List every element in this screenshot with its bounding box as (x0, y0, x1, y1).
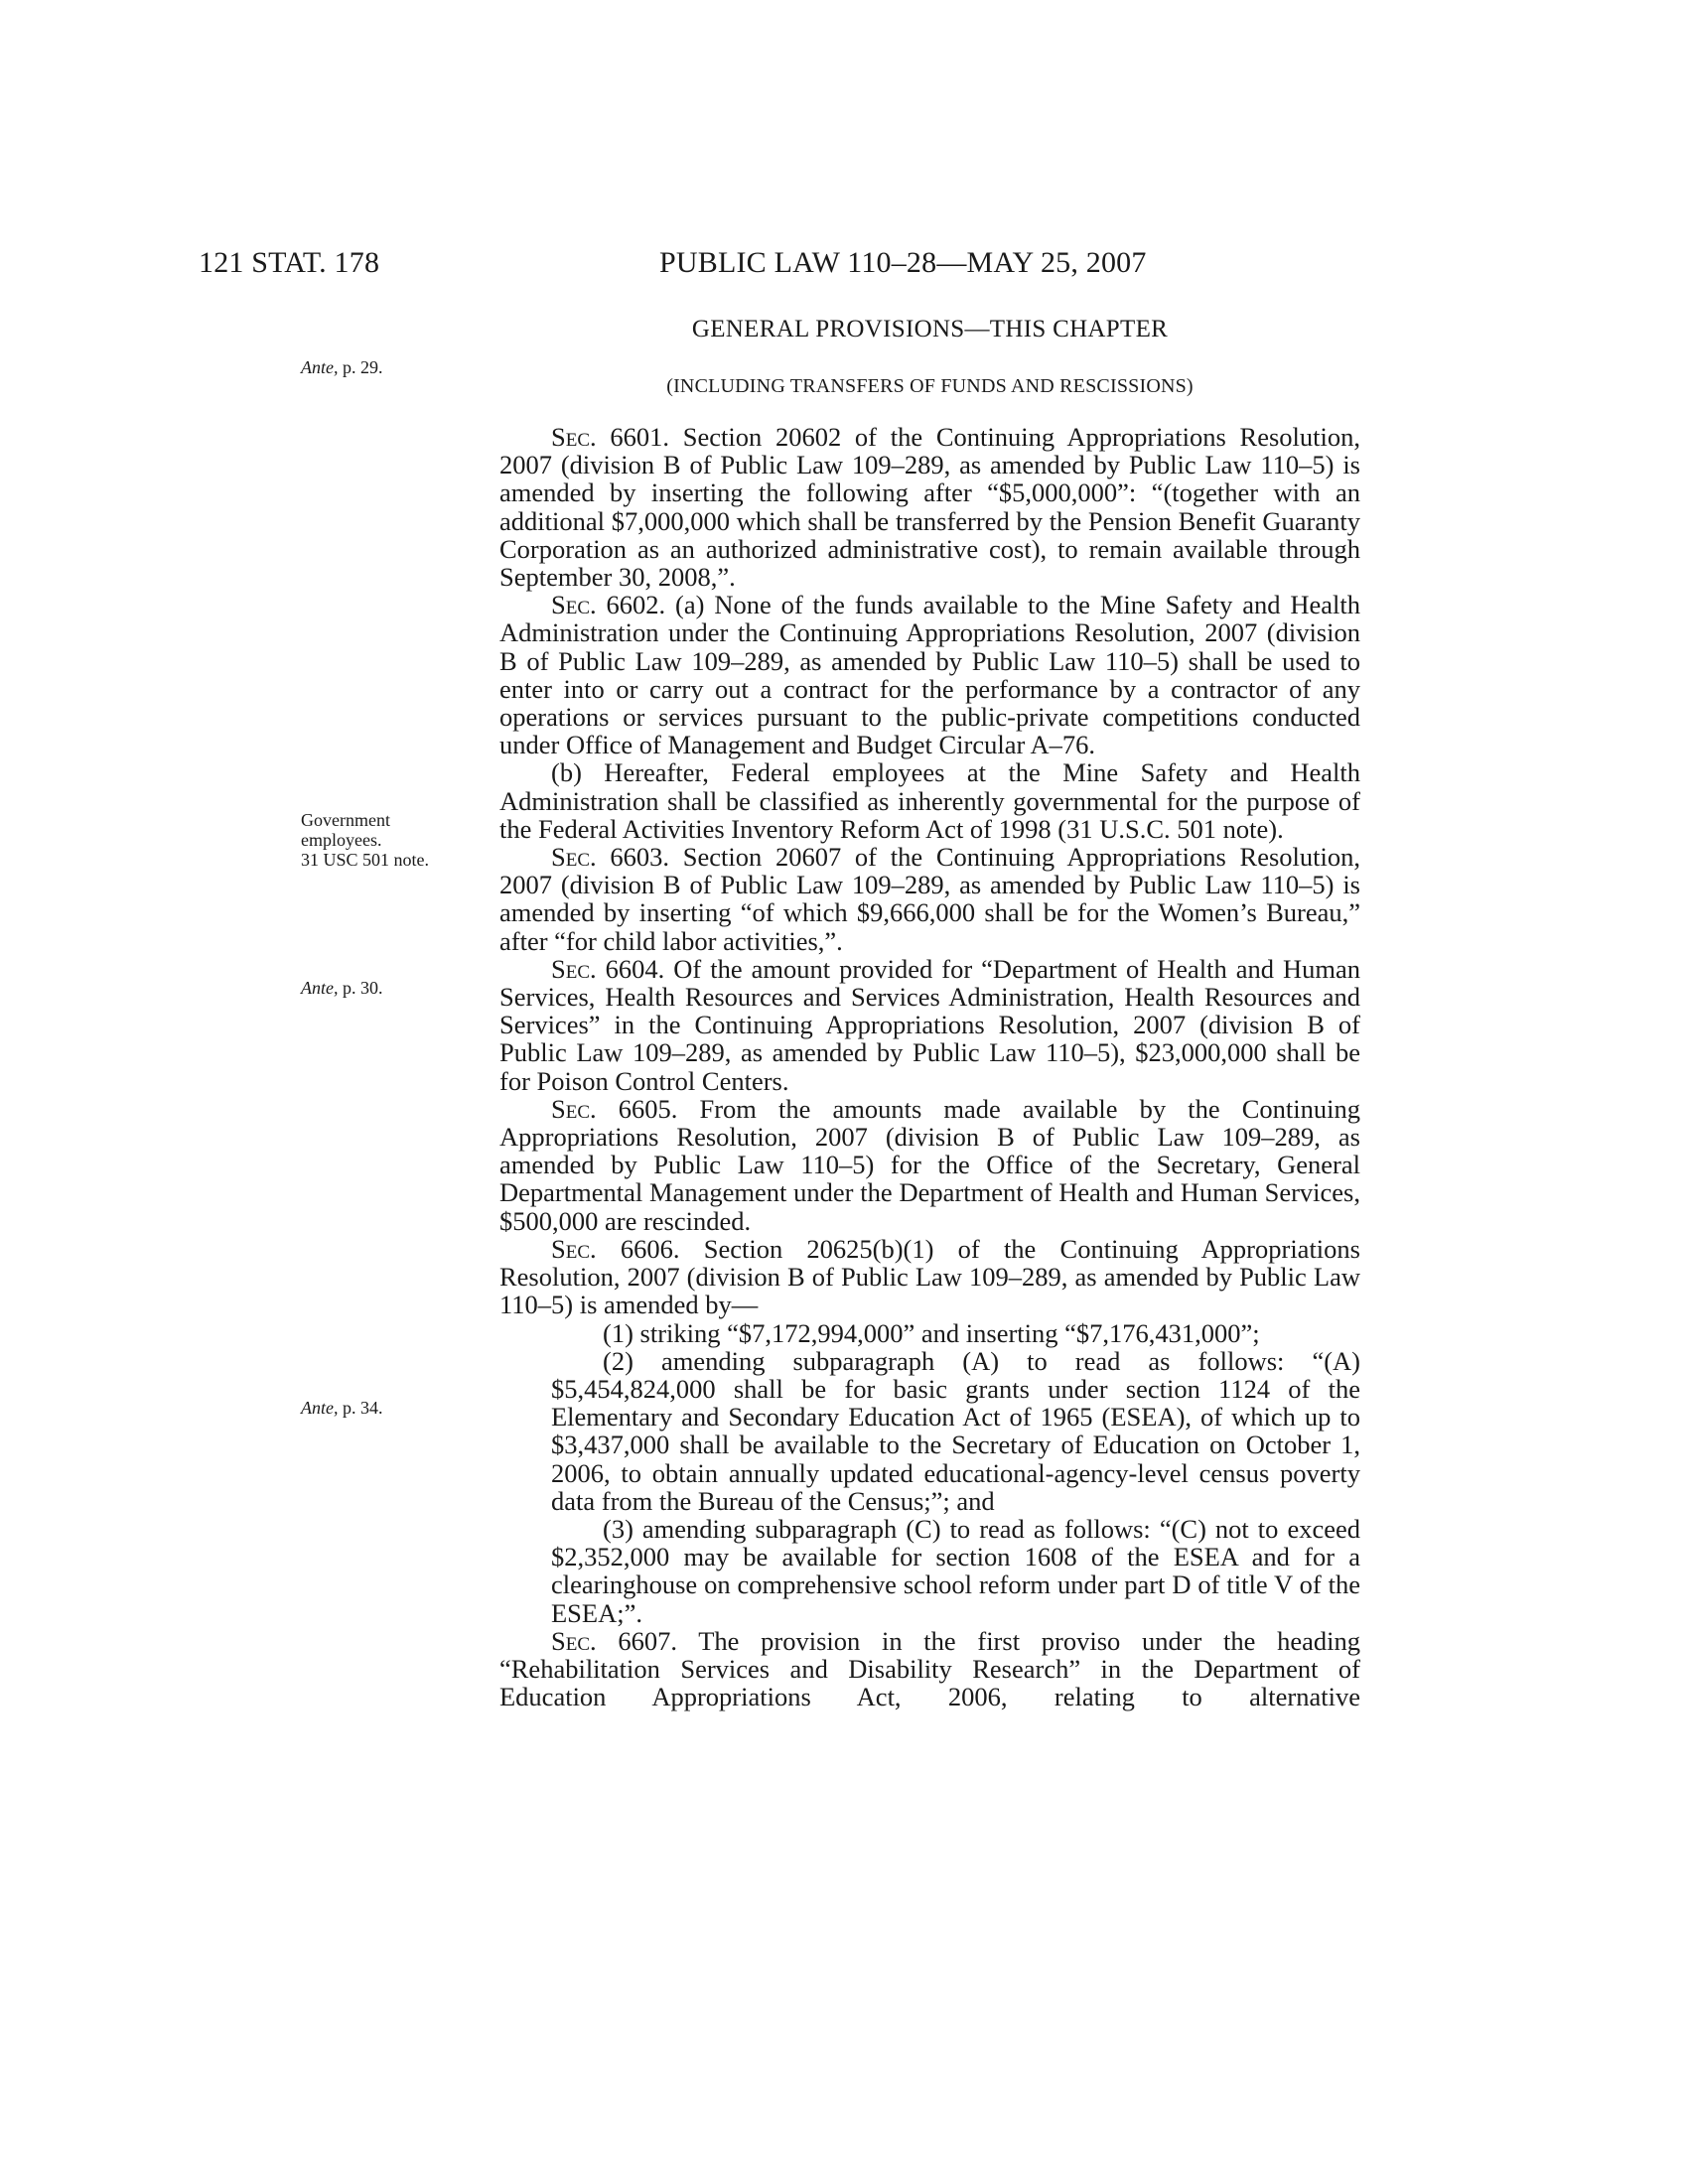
section-subheading: (INCLUDING TRANSFERS OF FUNDS AND RESCISSIONS) (666, 375, 1194, 397)
sec-label: Sec. (551, 1093, 597, 1124)
section-6606 (499, 1235, 1360, 1319)
sec-label: Sec. (551, 842, 597, 873)
section-6603 (499, 843, 1360, 955)
margin-note-ante-p30 (301, 978, 480, 998)
sec-label: Sec. (551, 1625, 597, 1656)
section-6606-item-2: (2) amending subparagraph (A) to read as follows: “(A) $5,454,824,000 shall be for basic grants under section 1124 of the Elementary and Secondary Education Act of 1965 (ESEA), of which up to $3,437,000 shall be available to the Secretary of Education on October 1, 2006, to obtain annually updated educational-agency-level census poverty data from the Bureau of the Census;”; and (551, 1345, 1360, 1516)
margin-note-ante-label: Ante, (301, 357, 339, 377)
section-6601 (499, 423, 1360, 591)
section-text: 6601. Section 20602 of the Continuing Appropriations Resolution, 2007 (division B of Public Law 109–289, as amended by Public Law 110–5) is amended by inserting the following after “$5,000,000”: “(together with an additional $7,000,000 which shall be transferred by the Pension Benefit Guaranty Corporation as an authorized administrative cost), to remain available through September 30, 2008,”. (499, 422, 1360, 593)
margin-note-line: employees. (301, 830, 382, 850)
section-6606-item-3: (3) amending subparagraph (C) to read as follows: “(C) not to exceed $2,352,000 may be available for section 1608 of the ESEA and for a clearinghouse on comprehensive school reform under part D of title V of the ESEA;”. (551, 1513, 1360, 1628)
section-text: 6605. From the amounts made available by the Continuing Appropriations Resolution, 2007 (division B of Public Law 109–289, as amended by Public Law 110–5) for the Office of the Secretary, General Departmental Management under the Department of Health and Human Services, $500,000 are rescinded. (499, 1093, 1360, 1236)
section-text: 6602. (a) None of the funds available to the Mine Safety and Health Administration under the Continuing Appropriations Resolution, 2007 (division B of Public Law 109–289, as amended by Public Law 110–5) shall be used to enter into or carry out a contract for the performance by a contractor of any operations or services pursuant to the public-private competitions conducted under Office of Management and Budget Circular A–76. (499, 590, 1360, 760)
section-6604 (499, 955, 1360, 1095)
margin-note-page: p. 34. (338, 1398, 383, 1418)
margin-note-page: p. 30. (338, 978, 383, 998)
section-6605 (499, 1095, 1360, 1235)
margin-note-line: Government (301, 810, 390, 830)
public-law-title: PUBLIC LAW 110–28—MAY 25, 2007 (659, 246, 1147, 279)
section-text: 6604. Of the amount provided for “Department of Health and Human Services, Health Resources and Services Administration, Health Resources and Services” in the Continuing Appropriations Resolution, 2007 (division B of Public Law 109–289, as amended by Public Law 110–5), $23,000,000 shall be for Poison Control Centers. (499, 953, 1360, 1096)
margin-note-ante-p34 (301, 1398, 480, 1418)
margin-note-page: p. 29. (338, 357, 383, 377)
sec-label: Sec. (551, 422, 597, 452)
document-body (499, 423, 1360, 1710)
section-text: 6603. Section 20607 of the Continuing Appropriations Resolution, 2007 (division B of Public Law 109–289, as amended by Public Law 110–5) is amended by inserting “of which $9,666,000 shall be for the Women’s Bureau,” after “for child labor activities,”. (499, 842, 1360, 956)
margin-note-ante-label: Ante, (301, 1398, 339, 1418)
margin-note-ante-p29 (301, 357, 480, 377)
section-heading: GENERAL PROVISIONS—THIS CHAPTER (691, 316, 1169, 342)
margin-note-ante-label: Ante, (301, 978, 339, 998)
section-text: 6607. The provision in the first proviso under the heading “Rehabilitation Services and Disability Research” in the Department of Education Appropriations Act, 2006, relating to alternative (499, 1625, 1360, 1712)
sec-label: Sec. (551, 953, 597, 984)
section-6602-b: (b) Hereafter, Federal employees at the Mine Safety and Health Administration shall be classified as inherently governmental for the purpose of the Federal Activities Inventory Reform Act of 1998 (31 U.S.C. 501 note). (499, 757, 1360, 844)
section-6606-item-1: (1) striking “$7,172,994,000” and inserting “$7,176,431,000”; (603, 1317, 1260, 1348)
section-6602-a (499, 591, 1360, 758)
sec-label: Sec. (551, 1233, 597, 1264)
statute-page-reference: 121 STAT. 178 (199, 246, 380, 279)
section-6607 (499, 1627, 1360, 1711)
sec-label: Sec. (551, 590, 597, 620)
margin-note-government-employees (301, 810, 480, 870)
margin-note-line: 31 USC 501 note. (301, 850, 430, 870)
section-text: 6606. Section 20625(b)(1) of the Continuing Appropriations Resolution, 2007 (division B of Public Law 109–289, as amended by Public Law 110–5) is amended by— (499, 1233, 1360, 1320)
